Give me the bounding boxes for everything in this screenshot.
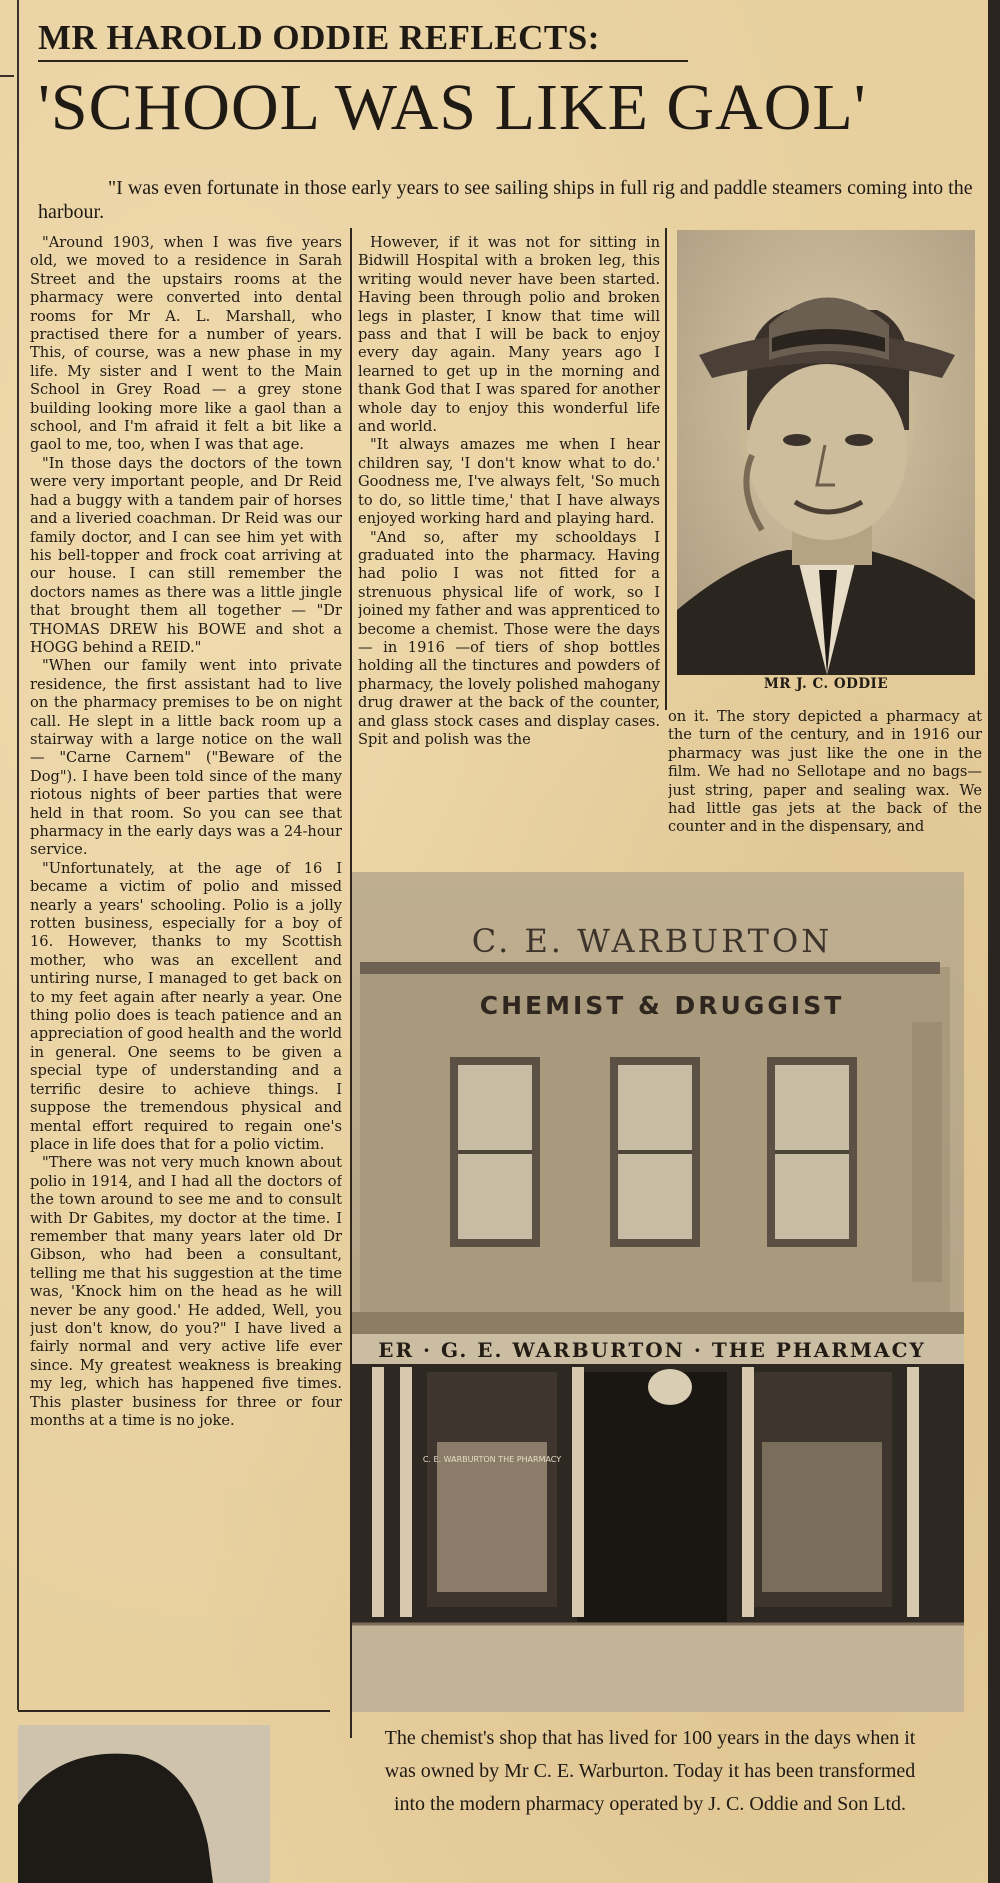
shop-sign-middle: CHEMIST & DRUGGIST [479, 991, 845, 1020]
left-border-rule [17, 0, 19, 1710]
portrait-caption: MR J. C. ODDIE [763, 676, 889, 692]
col2-paragraph-3: "And so, after my schooldays I graduated into the pharmacy. Having had polio I was not fitted for a strenuous physical life of work, so I joined my father and was apprenticed to become a chemist. Those were the days — in 1916 —of tiers of shop bottles holding all the tinctures and powders of pharmacy, the lovely polished mahogany drug drawer at the back of the counter, and glass stock cases and display cases. Spit and polish was the [358, 528, 660, 748]
body-column-3 [668, 708, 982, 858]
column-rule-2 [665, 228, 667, 710]
portrait-image [677, 230, 975, 675]
col2-paragraph-1: However, if it was not for sitting in Bidwill Hospital with a broken leg, this writing would never have been started. Having been through polio and broken legs in plaster, I know that time will pass and that I will be back to enjoy every day again. Many years ago I learned to get up in the morning and thank God that I was spared for another whole day to enjoy this wonderful life and world. [358, 234, 660, 436]
shop-fascia: ER · G. E. WARBURTON · THE PHARMACY [378, 1338, 926, 1362]
shop-image [352, 872, 964, 1712]
col1-paragraph-3: "When our family went into private residence, the first assistant had to live on the pharmacy premises to be on night call. He slept in a little back room up a stairway with a large notice on the wall — "Carne Carnem" ("Beware of the Dog"). I have been told since of the many riotous nights of beer parties that were held in that room. So you can see that pharmacy in the early days was a 24-hour service. [30, 657, 342, 859]
col1-paragraph-4: "Unfortunately, at the age of 16 I became a victim of polio and missed nearly a years' schooling. Polio is a jolly rotten business, especially for a boy of 16. However, thanks to my Scottish mother, who was an excellent and untiring nurse, I managed to get back on to my feet again after nearly a year. One thing polio does is teach patience and an appreciation of good health and the world in general. One seems to be given a special type of understanding and a terrific desire to achieve things. I suppose the tremendous physical and mental effort required to regain one's place in life does that for a polio victim. [30, 859, 342, 1153]
body-column-1 [30, 234, 342, 1708]
col1-paragraph-1: "Around 1903, when I was five years old, we moved to a residence in Sarah Street and the upstairs rooms at the pharmacy were converted into dental rooms for Mr A. L. Marshall, who practised there for a number of years. This, of course, was a new phase in my life. My sister and I went to the Main School in Grey Road — a grey stone building looking more like a gaol than a school, and I'm afraid it felt a bit like a gaol to me, too, when I was that age. [30, 234, 342, 454]
shop-photo [352, 872, 964, 1712]
right-edge-shadow [988, 0, 1000, 1883]
col1-paragraph-2: "In those days the doctors of the town were very important people, and Dr Reid had a buggy with a tandem pair of horses and a liveried coachman. Dr Reid was our family doctor, and I can see him yet with his bell-topper and frock coat arriving at our house. I can still remember the doctors names as there was a little jingle that brought them all together — "Dr THOMAS DREW his BOWE and shot a HOGG behind a REID." [30, 454, 342, 656]
col3-paragraph-1: on it. The story depicted a pharmacy at the turn of the century, and in 1916 our pharmacy was just like the one in the film. We had no Sellotape and no bags—just string, paper and sealing wax. We had little gas jets at the back of the counter and in the dispensary, and [668, 708, 982, 836]
bottom-column-rule [18, 1710, 330, 1712]
col2-paragraph-2: "It always amazes me when I hear children say, 'I don't know what to do.' Goodness me, I've always felt, 'So much to do, so little time,' that I have always enjoyed working hard and playing hard. [358, 436, 660, 528]
article-standfirst: "I was even fortunate in those early years to see sailing ships in full rig and paddle steamers coming into the harbour. [38, 177, 973, 223]
body-column-2 [358, 234, 660, 862]
shop-sign-upper: C. E. WARBURTON [471, 922, 833, 960]
bottom-photo-image [18, 1725, 270, 1883]
col1-paragraph-5: "There was not very much known about polio in 1914, and I had all the doctors of the town around to see me and to consult with Dr Gabites, my doctor at the time. I remember that many years later old Dr Gibson, who had been a consultant, telling me that his suggestion at the time was, 'Knock him on the head as he will never be any good.' He added, Well, you just don't know, do you?" I have lived a fairly normal and very active life ever since. My greatest weakness is breaking my leg, which has happened five times. This plaster business for three or four months at a time is no joke. [30, 1154, 342, 1429]
shop-photo-caption: The chemist's shop that has lived for 100 years in the days when it was owned by Mr C. E. Warburton. Today it has been transformed into the modern pharmacy operated by J. C. Oddie and Son Ltd. [384, 1727, 916, 1815]
portrait-photo [677, 230, 975, 675]
article-headline: 'SCHOOL WAS LIKE GAOL' [38, 71, 867, 144]
bottom-photo-fragment [18, 1725, 270, 1883]
article-kicker: MR HAROLD ODDIE REFLECTS: [38, 18, 688, 62]
window-sign: C. E. WARBURTON THE PHARMACY [422, 1455, 562, 1464]
left-tick-mark [0, 75, 14, 77]
